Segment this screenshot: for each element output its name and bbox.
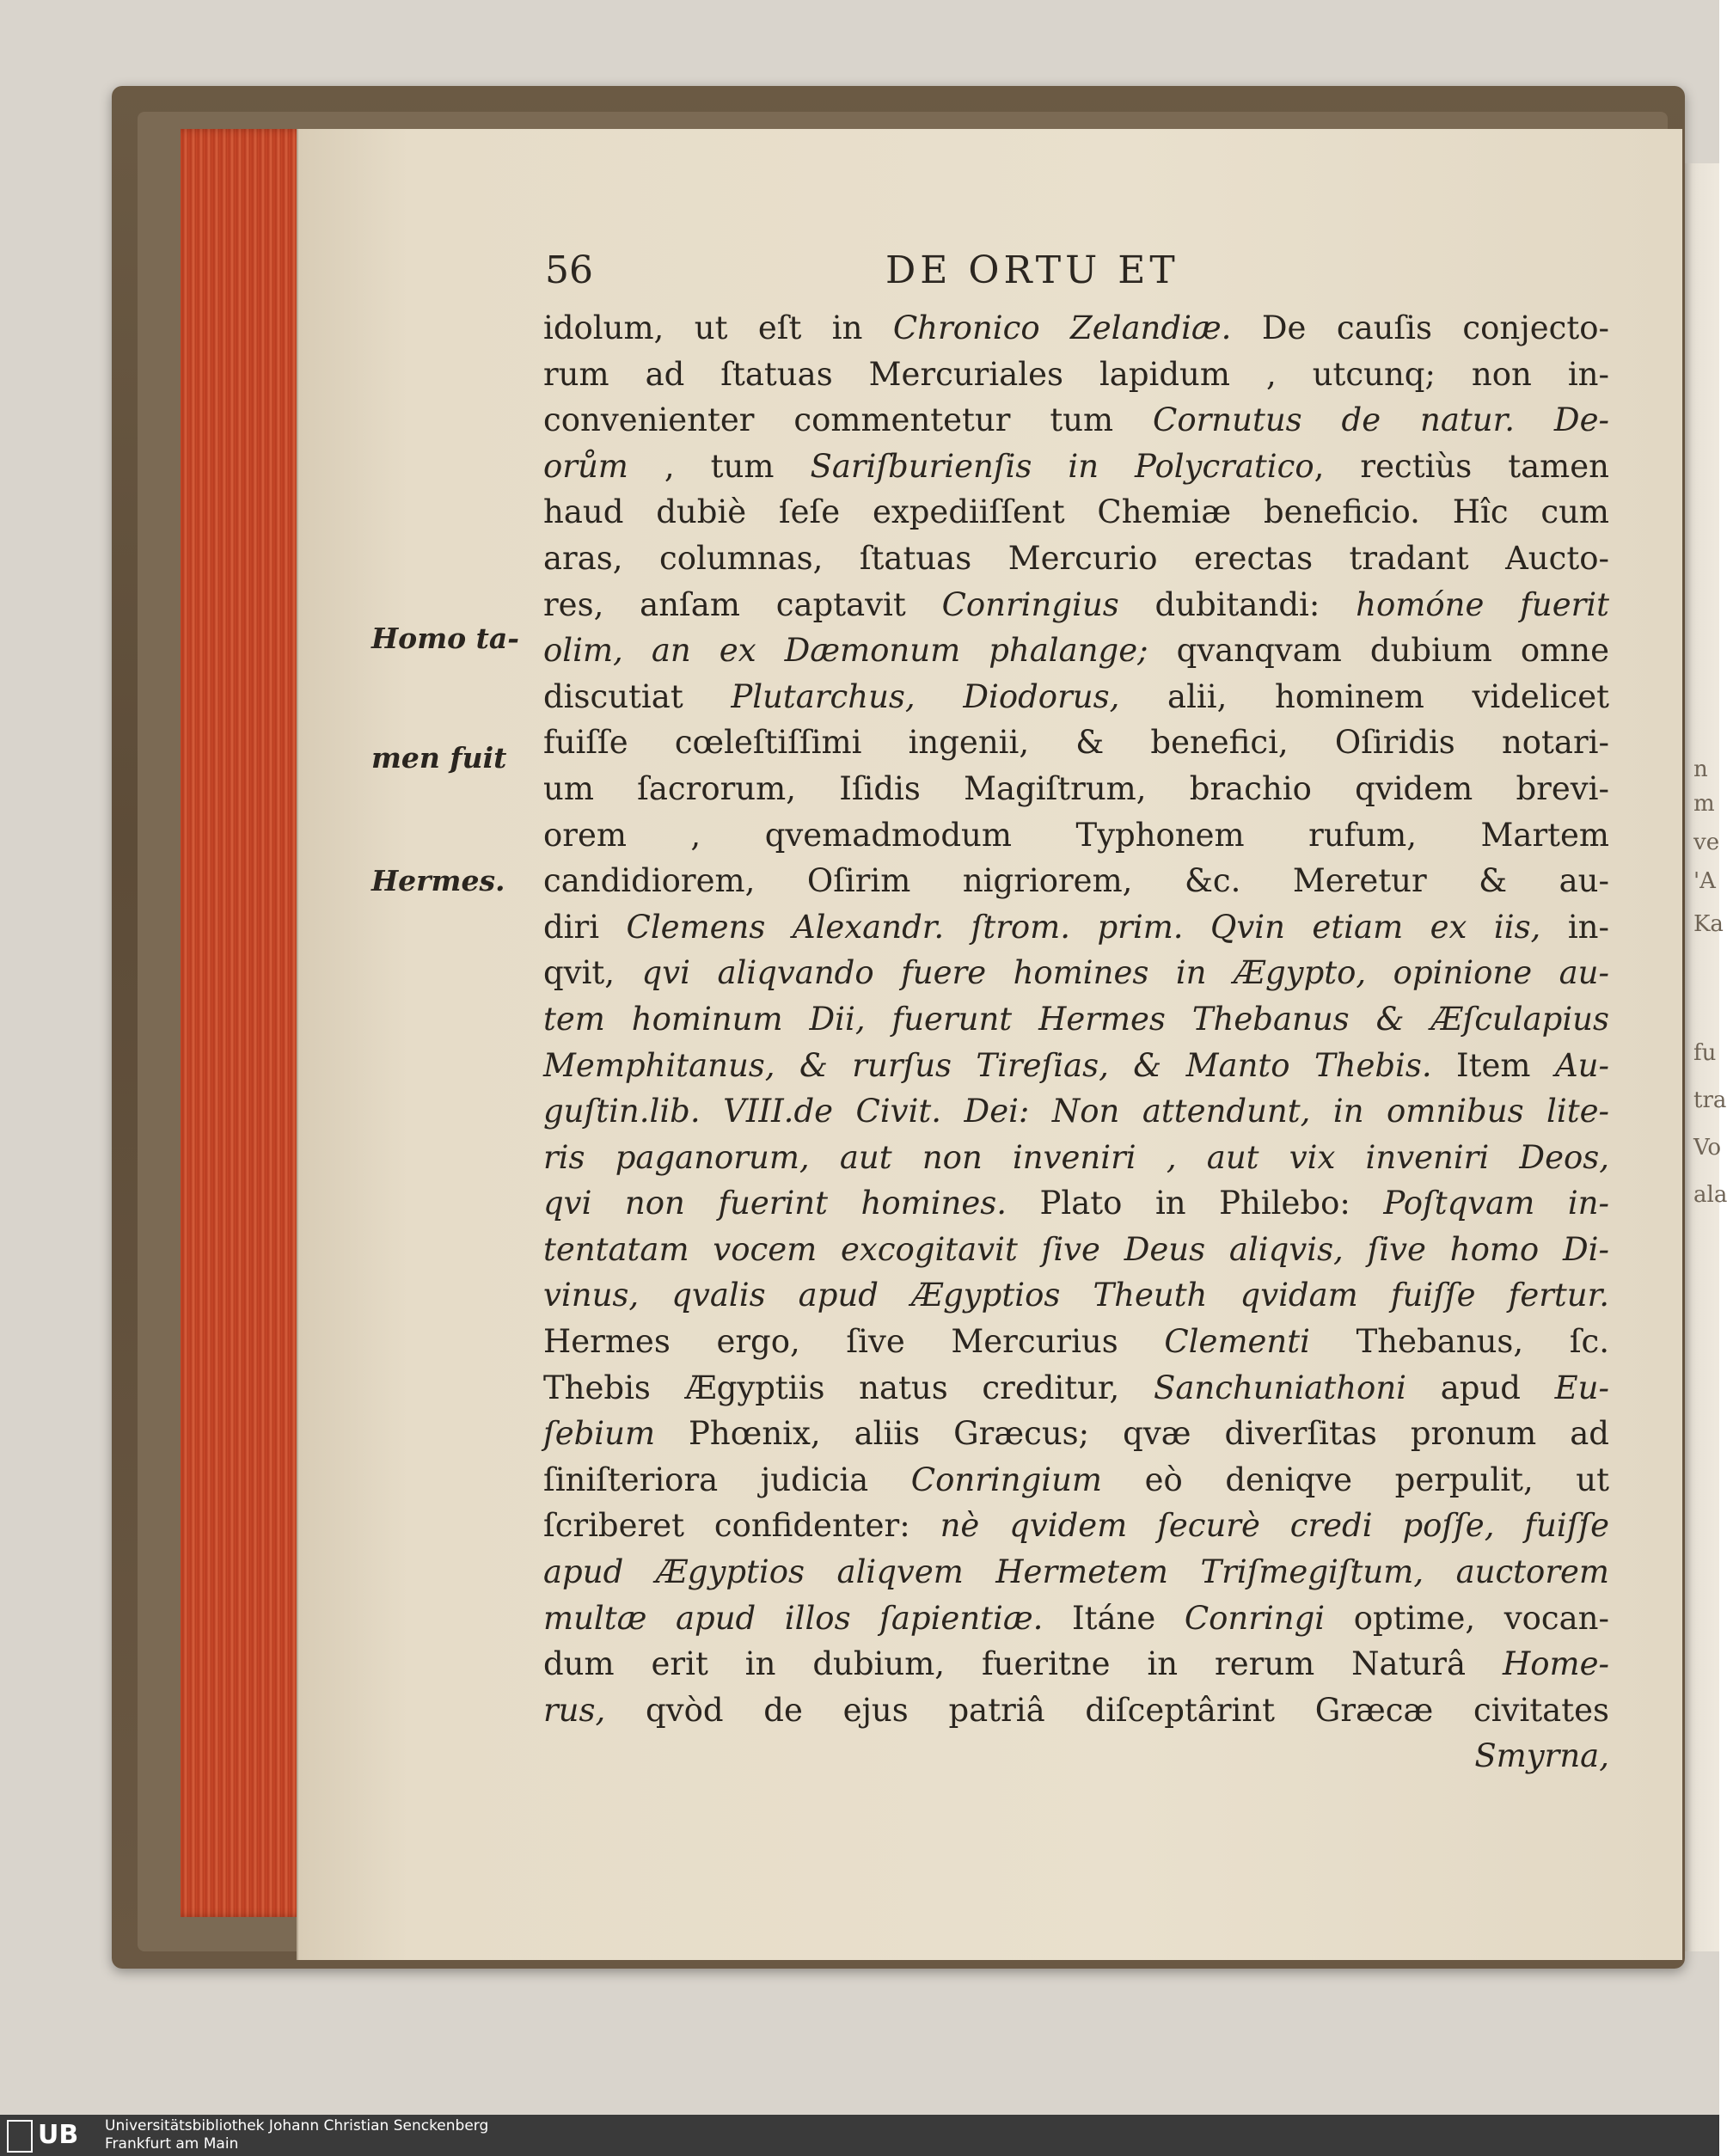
- roman-span: candidiorem, Oſirim nigriorem, &c. Meretur & au-: [543, 862, 1609, 900]
- roman-span: qvòd de ejus patriâ diſceptârint Græcæ civitates: [605, 1691, 1609, 1729]
- italic-span: Sanchuniathoni: [1154, 1369, 1406, 1406]
- italic-span: Clementi: [1164, 1323, 1310, 1361]
- italic-span: qvi non fuerint homines.: [543, 1185, 1007, 1222]
- italic-span: tem hominum Dii, fuerunt Hermes Thebanus & Æſculapius: [543, 1000, 1609, 1038]
- italic-span: Cornutus de natur. De-: [1153, 401, 1609, 439]
- italic-span: ris paganorum, aut non inveniri , aut vix inveniri Deos,: [543, 1138, 1609, 1176]
- roman-span: dubitandi:: [1118, 585, 1356, 623]
- roman-span: alii, hominem videlicet: [1119, 677, 1609, 715]
- roman-span: dum erit in dubium, fueritne in rerum Naturâ: [543, 1645, 1503, 1683]
- text-line: [543, 858, 1609, 904]
- italic-span: Memphitanus, & rurſus Tireſias, & Manto Thebis.: [543, 1046, 1432, 1084]
- text-line: [543, 1088, 1609, 1135]
- text-line: [543, 1272, 1609, 1319]
- text-line: [543, 1365, 1609, 1412]
- italic-span: Conringi: [1184, 1599, 1326, 1637]
- text-line: [543, 720, 1609, 766]
- text-line: [543, 1733, 1609, 1779]
- italic-span: Plutarchus, Diodorus,: [731, 677, 1120, 715]
- roman-span: eò deniqve perpulit, ut: [1102, 1461, 1609, 1498]
- roman-span: diri: [543, 908, 627, 946]
- text-line: [543, 489, 1609, 536]
- italic-span: Chronico Zelandiæ.: [892, 309, 1232, 346]
- text-line: [543, 536, 1609, 582]
- footer-line-1: Universitätsbibliothek Johann Christian Senckenberg: [105, 2117, 489, 2135]
- facing-page-glyph: Ka: [1693, 911, 1724, 937]
- text-line: [543, 950, 1609, 996]
- text-line: [543, 397, 1609, 444]
- roman-span: qvit,: [543, 954, 642, 992]
- text-line: [543, 1687, 1609, 1734]
- italic-span: Clemens Alexandr. ſtrom. prim. Qvin etiam ex iis,: [626, 908, 1541, 946]
- italic-span: Smyrna,: [1474, 1737, 1609, 1775]
- text-line: [543, 1549, 1609, 1596]
- text-line: [543, 996, 1609, 1043]
- text-line: [543, 628, 1609, 674]
- roman-span: ſcriberet confidenter:: [543, 1507, 940, 1545]
- roman-span: rum ad ſtatuas Mercuriales lapidum , utcunq; non in-: [543, 355, 1609, 393]
- roman-span: Itáne: [1043, 1599, 1185, 1637]
- page-number: 56: [545, 248, 593, 292]
- roman-span: , tum: [628, 447, 811, 485]
- italic-span: apud Ægyptios aliqvem Hermetem Triſmegiſtum, auctorem: [543, 1553, 1609, 1591]
- italic-span: Sariſburienſis in Polycratico: [810, 447, 1314, 485]
- italic-span: Conringium: [910, 1461, 1102, 1498]
- roman-span: res, anſam captavit: [543, 585, 942, 623]
- library-logo: [7, 2118, 93, 2153]
- roman-span: convenienter commentetur tum: [543, 401, 1154, 439]
- italic-span: ſebium: [543, 1415, 656, 1453]
- footer-credit: [105, 2117, 488, 2153]
- text-line: [543, 1457, 1609, 1504]
- italic-span: rus,: [543, 1691, 606, 1729]
- roman-span: Thebanus, ſc.: [1309, 1323, 1609, 1361]
- roman-span: Hermes ergo, ſive Mercurius: [543, 1323, 1165, 1361]
- roman-span: apud: [1406, 1369, 1555, 1406]
- running-title: DE ORTU ET: [885, 248, 1179, 292]
- roman-span: orem , qvemadmodum Typhonem rufum, Martem: [543, 816, 1609, 854]
- italic-span: Au-: [1554, 1046, 1609, 1084]
- text-line: [543, 582, 1609, 628]
- footer-bar: [0, 2115, 1719, 2156]
- italic-span: Eu-: [1554, 1369, 1609, 1406]
- roman-span: in-: [1540, 908, 1609, 946]
- facing-page-glyph: fu: [1693, 1040, 1717, 1066]
- roman-span: Thebis Ægyptiis natus creditur,: [543, 1369, 1154, 1406]
- italic-span: homóne fuerit: [1356, 585, 1609, 623]
- roman-span: Item: [1431, 1046, 1555, 1084]
- roman-span: um ſacrorum, Iſidis Magiſtrum, brachio qvidem brevi-: [543, 769, 1609, 807]
- text-line: [543, 352, 1609, 398]
- text-line: [543, 812, 1609, 859]
- text-line: [543, 1180, 1609, 1227]
- italic-span: Home-: [1502, 1645, 1609, 1683]
- italic-span: qvi aliqvando fuere homines in Ægypto, opinione au-: [641, 954, 1610, 992]
- text-line: [543, 674, 1609, 720]
- facing-page-glyph: ala: [1693, 1182, 1727, 1208]
- text-line: [543, 1503, 1609, 1549]
- text-line: [543, 1135, 1609, 1181]
- roman-span: fuiſſe cœleſtiſſimi ingenii, & benefici, Oſiridis notari-: [543, 724, 1609, 762]
- italic-span: Conringius: [941, 585, 1119, 623]
- facing-page-glyph: 'A: [1693, 868, 1716, 894]
- text-line: [543, 1319, 1609, 1365]
- roman-span: haud dubiè ſeſe expediiſſent Chemiæ beneficio. Hîc cum: [543, 493, 1609, 531]
- italic-span: nè qvidem ſecurè credi poſſe, fuiſſe: [940, 1507, 1609, 1545]
- margin-note: men fuit: [371, 741, 507, 775]
- text-line: [543, 1043, 1609, 1089]
- facing-page-glyph: ve: [1693, 830, 1720, 855]
- facing-page-glyph: tra: [1693, 1087, 1727, 1113]
- roman-span: aras, columnas, ſtatuas Mercurio erectas tradant Aucto-: [543, 539, 1609, 577]
- text-line: [543, 444, 1609, 490]
- italic-span: multæ apud illos ſapientiæ.: [543, 1599, 1044, 1637]
- footer-line-2: Frankfurt am Main: [105, 2135, 239, 2153]
- logo-text: UB: [38, 2120, 79, 2150]
- roman-span: Phœnix, aliis Græcus; qvæ diverſitas pronum ad: [655, 1415, 1609, 1453]
- body-text: [543, 305, 1609, 1779]
- italic-span: guſtin.lib. VIII.de Civit. Dei: Non attendunt, in omnibus lite-: [543, 1093, 1609, 1130]
- margin-note: Hermes.: [371, 864, 505, 897]
- text-line: [543, 1411, 1609, 1457]
- text-line: [543, 766, 1609, 812]
- italic-span: orům: [543, 447, 628, 485]
- italic-span: tentatam vocem excogitavit ſive Deus aliqvis, ſive homo Di-: [543, 1230, 1609, 1268]
- logo-mark-icon: [7, 2120, 33, 2153]
- roman-span: Plato in Philebo:: [1007, 1185, 1384, 1222]
- facing-page-glyph: m: [1693, 791, 1715, 817]
- roman-span: qvanqvam dubium omne: [1148, 632, 1609, 670]
- text-line: [543, 1227, 1609, 1273]
- roman-span: De cauſis conjecto-: [1231, 309, 1609, 346]
- roman-span: discutiat: [543, 677, 732, 715]
- roman-span: idolum, ut eſt in: [543, 309, 893, 346]
- facing-page-glyph: Vo: [1693, 1135, 1722, 1161]
- margin-note: Homo ta-: [371, 622, 519, 655]
- italic-span: olim, an ex Dæmonum phalange;: [543, 632, 1148, 670]
- text-line: [543, 904, 1609, 951]
- italic-span: Poſtqvam in-: [1383, 1185, 1609, 1222]
- text-line: [543, 1596, 1609, 1642]
- roman-span: optime, vocan-: [1325, 1599, 1609, 1637]
- facing-page-glyph: n: [1693, 756, 1708, 782]
- text-line: [543, 1641, 1609, 1687]
- text-line: [543, 305, 1609, 352]
- roman-span: ſiniſteriora judicia: [543, 1461, 911, 1498]
- italic-span: vinus, qvalis apud Ægyptios Theuth qvidam fuiſſe fertur.: [543, 1277, 1609, 1314]
- roman-span: , rectiùs tamen: [1314, 447, 1609, 485]
